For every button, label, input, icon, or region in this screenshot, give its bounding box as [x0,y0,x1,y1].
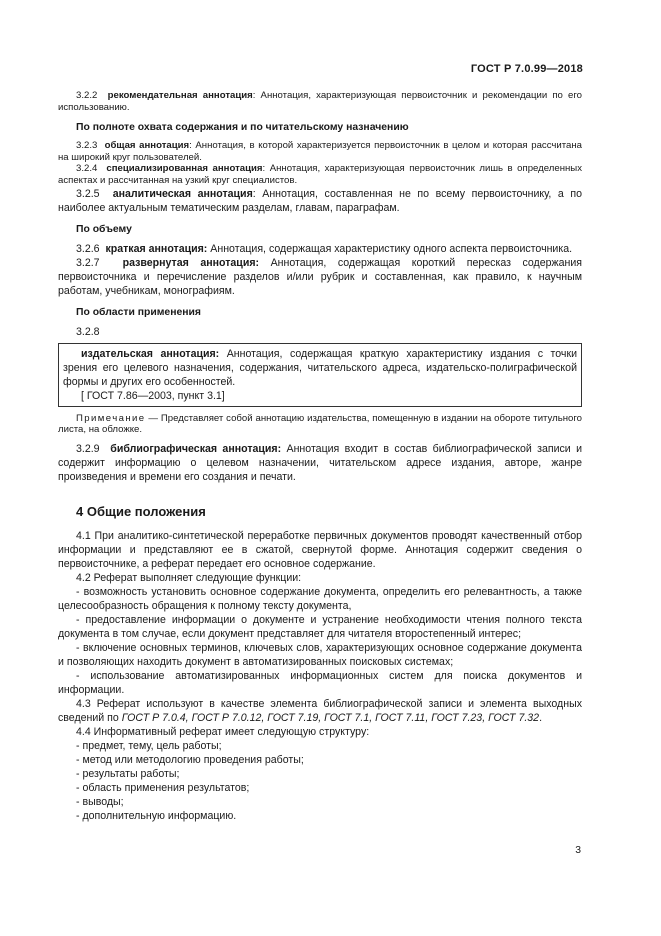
list-item: - предоставление информации о документе и устранение необходимости чтения полного текста документа в том случае, если документ представляет для читателя второстепенный интерес; [58,613,582,640]
list-item: - использование автоматизированных информационных систем для поиска документов и информации. [58,669,582,696]
list-item: - возможность установить основное содержание документа, определить его релевантность, а также целесообразность обращения к полному тексту документа, [58,585,582,612]
definition-3-2-6: 3.2.6 краткая аннотация: Аннотация, содержащая характеристику одного аспекта первоисточника. [76,242,573,255]
list-item: - метод или методологию проведения работы; [76,753,304,766]
definition-3-2-3: 3.2.3 общая аннотация: Аннотация, в которой характеризуется первоисточник в целом и которая рассчитана на широкий круг пользователей. [58,140,582,163]
paragraph-4-3: 4.3 Реферат используют в качестве элемента библиографической записи и элемента выходных сведений по ГОСТ Р 7.0.4, ГОСТ Р 7.0.12, ГОСТ 7.19, ГОСТ 7.1, ГОСТ 7.11, ГОСТ 7.23, ГОСТ 7.32. [58,697,582,724]
definition-3-2-2: 3.2.2 рекомендательная аннотация: Аннотация, характеризующая первоисточник и рекомендации по его использованию. [58,90,582,113]
section-title: 4 Общие положения [76,503,206,519]
list-item: - результаты работы; [76,767,180,780]
page-number: 3 [575,845,581,856]
paragraph-4-1: 4.1 При аналитико-синтетической переработке первичных документов проводят качественный отбор информации и представляют ее в сжатой, свернутой форме. Аннотация содержит сведения о первоисточнике, а реферат передает его основное содержание. [58,529,582,570]
list-item: - дополнительную информацию. [76,809,237,822]
note: Примечание — Представляет собой аннотацию издательства, помещенную в издании на обороте титульного листа, на обложке. [58,412,582,436]
definition-3-2-4: 3.2.4 специализированная аннотация: Аннотация, характеризующая первоисточник лишь в определенных аспектах и рассчитанная на узкий круг специалистов. [58,163,582,186]
subheading-volume: По объему [76,223,132,235]
subheading-application: По области применения [76,306,201,318]
definition-3-2-7: 3.2.7 развернутая аннотация: Аннотация, содержащая короткий пересказ содержания первоисточника и перечисление разделов и/или рубрик и составленная, как правило, к научным работам, учебникам, монографиям. [58,256,582,297]
subheading-coverage: По полноте охвата содержания и по читательскому назначению [76,122,409,134]
definition-3-2-8-box [58,343,582,407]
definition-3-2-9: 3.2.9 библиографическая аннотация: Аннотация входит в состав библиографической записи и содержит информацию о целевом назначении, читательском адресе издания, авторе, жанре произведения и времени его создания и печати. [58,442,583,483]
page-content [58,90,582,823]
definition-3-2-8-text: издательская аннотация: Аннотация, содержащая краткую характеристику издания с точки зрения его целевого назначения, содержания, читательского адреса, издательско-полиграфической формы и других его особенностей. [63,347,577,388]
list-item: - выводы; [76,795,124,808]
definition-3-2-5: 3.2.5 аналитическая аннотация: Аннотация, составленная не по всему первоисточнику, а по наиболее актуальным тематическим разделам, главам, параграфам. [58,187,582,214]
list-item: - включение основных терминов, ключевых слов, характеризующих основное содержание документа и позволяющих находить документ в автоматизированных поисковых системах; [58,641,582,668]
document-code: ГОСТ Р 7.0.99—2018 [470,63,583,75]
list-item: - предмет, тему, цель работы; [76,739,222,752]
list-item: - область применения результатов; [76,781,250,794]
definition-3-2-8-reference: [ ГОСТ 7.86—2003, пункт 3.1] [81,389,225,402]
paragraph-4-2: 4.2 Реферат выполняет следующие функции: [76,571,302,584]
definition-3-2-8-number: 3.2.8 [76,325,100,338]
paragraph-4-4: 4.4 Информативный реферат имеет следующую структуру: [76,725,370,738]
